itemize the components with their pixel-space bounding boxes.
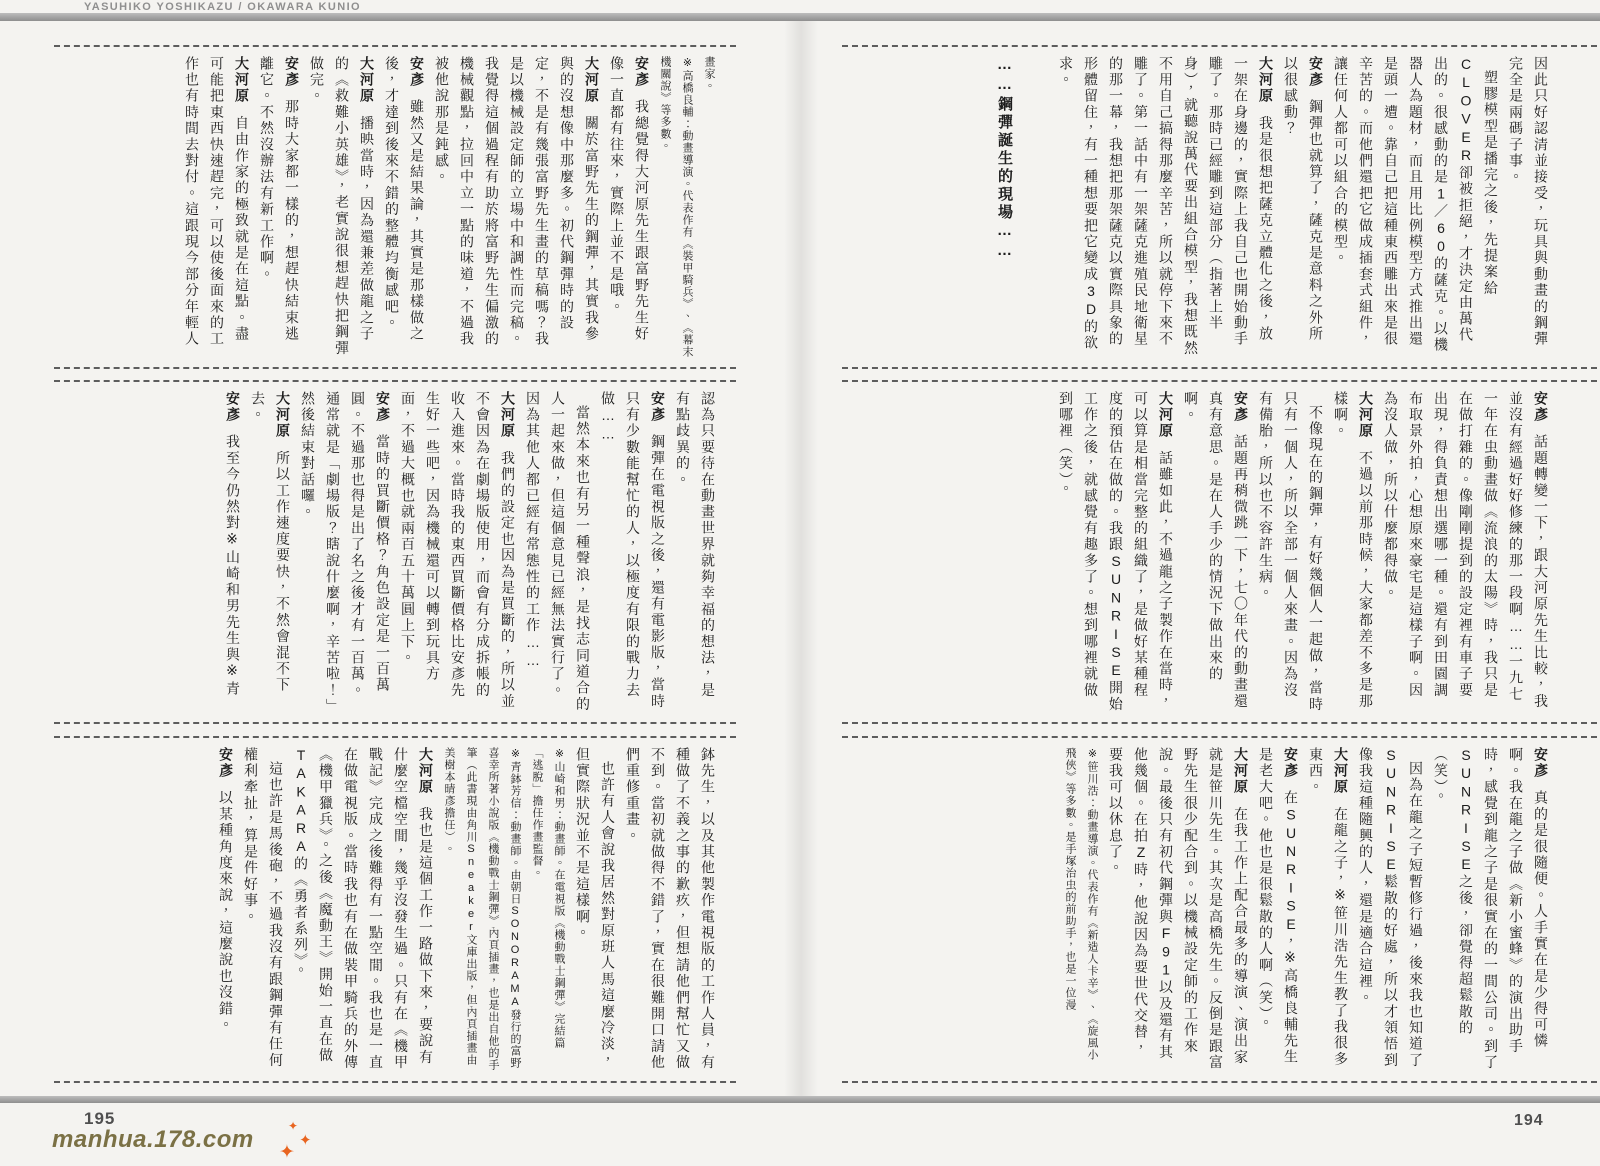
speaker-name: 安彥 — [218, 747, 234, 780]
dialogue-text: 這也許是馬後砲，不過我沒有跟鋼彈有任何權利牽扯，算是件好事。 — [243, 747, 284, 1069]
dialogue-paragraph — [288, 747, 438, 1072]
dialogue-text: 不像現在的鋼彈，有好幾個人一起做，當時只有一個人，所以全部一個人來畫。因為沒有備胎，所以也不容許生病。 — [1258, 391, 1324, 713]
star-icon: ✦ — [299, 1132, 312, 1149]
dialogue-paragraph — [304, 56, 379, 358]
dialogue-text: 我至今仍然對※山崎和男先生與※青 — [225, 434, 241, 698]
footnote: ※青鉢芳信：動畫師。由朝日SONORAMA發行的富野喜幸所著小說版《機動戰士鋼彈》內頁插畫，也是出自他的手筆（此書現由角川Sneaker文庫出版，但內頁插畫由美樹本晴彥擔任）。 — [443, 747, 521, 1071]
speaker-name: 安彥 — [1233, 391, 1249, 424]
dialogue-text: 鋼彈在電視版之後，還有電影版，當時只有少數能幫忙的人，以極度有限的戰力去做…… — [600, 391, 666, 710]
dialogue-paragraph — [395, 391, 520, 713]
footnote: ※笹川浩：動畫導演。代表作有《新造人卡辛》、《旋風小飛俠》等多數。是手塚治虫的前助手，也是一位漫 — [1064, 747, 1098, 1061]
dialogue-text: 因此只好認清並接受，玩具與動畫的鋼彈完全是兩碼子事。 — [1508, 56, 1549, 348]
speaker-name: 安彥 — [225, 391, 241, 424]
dialogue-text: 播映當時，因為還兼差做龍之子的《救難小英雄》，老實說很想趕快把鋼彈做完。 — [309, 56, 375, 357]
dialogue-paragraph — [670, 391, 720, 713]
speaker-name: 大河原 — [1333, 747, 1349, 796]
dialogue-paragraph — [620, 747, 720, 1072]
dialogue-text: 話題再稍微跳一下，七〇年代的動畫還真有意思。是在人手少的情況下做出來的啊。 — [1183, 391, 1249, 710]
top-rule-bar — [0, 13, 1600, 21]
dialogue-paragraph — [1428, 747, 1553, 1072]
right-page-band-bottom — [842, 736, 1597, 1083]
speaker-name: 安彥 — [634, 56, 650, 89]
dialogue-text: 關於富野先生的鋼彈，其實我參與的沒想像中那麼多。初代鋼彈時的設定，不是有幾張富野先生畫的草稿嗎？我是以機械設定師的立場中和調性而完稿。我覺得這個過程有助於將富野先生偏激的機械觀點，拉回中立一點的味道，不過我被他說那是鈍感。 — [434, 56, 600, 348]
dialogue-text: 自由作家的極致就是在這點。盡可能把東西快速趕完，可以使後面來的工作也有時間去對付。這跟現今部分年輕人 — [184, 56, 250, 348]
dialogue-paragraph — [1378, 391, 1553, 713]
speaker-name: 大河原 — [1358, 391, 1374, 440]
dialogue-paragraph — [1503, 56, 1553, 358]
speaker-name: 大河原 — [500, 391, 516, 440]
dialogue-paragraph — [1328, 391, 1378, 713]
dialogue-text: 我們的設定也因為是買斷的，所以並不會因為在劇場版使用，而會有分成拆帳的收入進來。當時我的東西買斷價格比安彥先生好一些吧，因為機械還可以轉到玩具方面，不過大概也就兩百五十萬圓上下。 — [400, 391, 516, 710]
dialogue-paragraph — [245, 391, 295, 713]
dialogue-paragraph — [429, 56, 604, 358]
right-page-band-middle — [842, 380, 1597, 724]
speaker-name: 安彥 — [1533, 747, 1549, 780]
dialogue-paragraph — [1053, 391, 1178, 713]
speaker-name: 安彥 — [1308, 56, 1324, 89]
dialogue-text: 當然本來也有另一種聲浪，是找志同道合的人一起來做，但這個意見已經無法實行了。因為其他人都已經有常態性的工作…… — [525, 391, 591, 713]
dialogue-paragraph — [179, 56, 254, 358]
dialogue-text: 真的是很隨便。人手實在是少得可憐啊。我在龍之子做《新小蜜蜂》的演出助手時，感覺到龍之子是很實在的一間公司。到了SUNRISE之後，卻覺得超鬆散的（笑）。 — [1433, 747, 1549, 1071]
dialogue-paragraph — [1253, 747, 1303, 1072]
dialogue-text: 鉢先生，以及其他製作電視版的工作人員，有種做了不義之事的歉疚，但想請他們幫忙又做不到。當初就做得不錯了，實在很難開口請他們重修重畫。 — [625, 747, 716, 1071]
dialogue-paragraph — [1353, 747, 1428, 1072]
header-title: YASUHIKO YOSHIKAZU / OKAWARA KUNIO — [84, 1, 361, 13]
watermark: manhua.178.com — [52, 1126, 254, 1153]
page-number-left: 195 — [84, 1109, 116, 1128]
dialogue-paragraph — [1303, 747, 1353, 1072]
dialogue-paragraph — [520, 391, 595, 713]
page-number-right: 194 — [1514, 1112, 1544, 1129]
speaker-name: 安彥 — [650, 391, 666, 424]
dialogue-text: 在我工作上配合最多的導演、演出家就是笹川先生。其次是高橋先生。反倒是跟富野先生很少配合到。以機械設定師的工作來說。最後只有初代鋼彈與F91以及還有其他幾個。在拍Z時，他說因為要世代交替，要我可以休息了。 — [1108, 747, 1249, 1071]
speaker-name: 大河原 — [1258, 56, 1274, 105]
dialogue-text: 雖然又是結果論，其實是那樣做之後，才達到後來不錯的整體均衡感吧。 — [384, 56, 425, 343]
bottom-rule-bar — [0, 1096, 1600, 1103]
left-page-band-bottom — [54, 736, 736, 1083]
dialogue-text: 認為只要待在動畫世界就夠幸福的想法，是有點歧異的。 — [675, 391, 716, 699]
dialogue-paragraph — [379, 56, 429, 358]
left-page-band-middle — [54, 380, 736, 724]
speaker-name: 大河原 — [584, 56, 600, 105]
speaker-name: 安彥 — [284, 56, 300, 89]
dialogue-text: 那時大家都一樣的，想趕快結束逃離它。不然沒辦法有新工作啊。 — [259, 56, 300, 343]
footnote: ※山崎和男：動畫師。在電視版《機動戰士鋼彈》完結篇「逃脫」擔任作畫監督。 — [531, 747, 565, 1049]
dialogue-text: 我總覺得大河原先生跟富野先生好像一直都有往來，實際上並不是哦。 — [609, 56, 650, 343]
speaker-name: 大河原 — [275, 391, 291, 440]
speaker-name: 大河原 — [359, 56, 375, 105]
right-page-band-top — [842, 45, 1597, 369]
page-gutter-shadow — [784, 21, 818, 1096]
dialogue-text: 我是很想把薩克立體化之後，放一架在身邊的，實際上我自己也開始動手雕了。那時已經雕到這部分（指著上半身），就聽說萬代要出組合模型，我想既然不用自己搞得那麼辛苦，所以就停下來不雕了。第一話中有一架薩克進殖民地衛星的那一幕，我想把那架薩克以實際具象的形體留住，有一種想要把它變成3D的欲求。 — [1058, 56, 1274, 357]
dialogue-paragraph — [570, 747, 620, 1072]
speaker-name: 安彥 — [375, 391, 391, 424]
dialogue-text: 在SUNRISE，※高橋良輔先生是老大吧。他也是很鬆散的人啊（笑）。 — [1258, 747, 1299, 1066]
speaker-name: 大河原 — [234, 56, 250, 105]
dialogue-text: 不過以前那時候，大家都差不多是那樣啊。 — [1333, 391, 1374, 710]
dialogue-text: 話雖如此，不過龍之子製作在當時，可以算是相當完整的組織了，是做好某種程度的預估在做的。我跟SUNRISE開始工作之後，就感覺有趣多了。想到哪裡就做到哪裡（笑）。 — [1058, 391, 1174, 713]
speaker-name: 安彥 — [1533, 391, 1549, 424]
dialogue-text: 塑膠模型是播完之後，先提案給CLOVER卻被拒絕，才決定由萬代出的。很感動的是1／60的薩克。以機器人為題材，而且用比例模型方式推出還是頭一遭。靠自己把這種東西雕出來是很辛苦的。而他們還把它做成插套式組件，讓任何人都可以組合的模型。 — [1333, 56, 1499, 354]
dialogue-paragraph — [1178, 391, 1253, 713]
star-icon: ✦ — [288, 1119, 299, 1133]
dialogue-text: 話題轉變一下，跟大河原先生比較，我並沒有經過好好修練的那一段啊……一九七一年在虫動畫做《流浪的太陽》時，我只是在做打雜的。像剛剛提到的設定裡有車子要出現，得負責想出選哪一種。還有到田園調布取景外拍，心想原來豪宅是這樣子啊。因為沒人做，所以什麼都得做。 — [1383, 391, 1549, 710]
dialogue-text: 因為在龍之子短暫修行過，後來我也知道了SUNRISE鬆散的好處，所以才領悟到像我這種隨興的人，還是適合這裡。 — [1358, 747, 1424, 1069]
dialogue-paragraph — [604, 56, 654, 358]
dialogue-paragraph — [254, 56, 304, 358]
speaker-name: 安彥 — [1283, 747, 1299, 780]
dialogue-paragraph — [1103, 747, 1253, 1072]
dialogue-paragraph — [595, 391, 670, 713]
dialogue-text: 我也是這個工作一路做下來，要說有什麼空檔空閒，幾乎沒發生過。只有在《機甲戰記》完成之後難得有一點空閒。我也是一直在做電視版。當時我也有在做裝甲騎兵的外傳《機甲獵兵》。之後《魔動王》開始一直在做TAKARA的《勇者系列》。 — [293, 747, 434, 1071]
dialogue-paragraph — [213, 747, 238, 1072]
dialogue-paragraph — [238, 747, 288, 1072]
speaker-name: 大河原 — [1233, 747, 1249, 796]
speaker-name: 大河原 — [418, 747, 434, 796]
dialogue-text: 以某種角度來說，這麼說也沒錯。 — [218, 790, 234, 1034]
dialogue-paragraph — [295, 391, 395, 713]
dialogue-paragraph — [1278, 56, 1328, 358]
dialogue-paragraph — [1328, 56, 1503, 358]
dialogue-text: 所以工作速度要快，不然會混不下去。 — [250, 391, 291, 694]
speaker-name: 安彥 — [409, 56, 425, 89]
dialogue-paragraph — [220, 391, 245, 713]
left-page-band-top — [54, 45, 736, 369]
footnote-continuation: 畫家。 — [703, 56, 715, 92]
dialogue-text: 在龍之子，※笹川浩先生教了我很多東西。 — [1308, 747, 1349, 1068]
dialogue-text: 也許有人會說我居然對原班人馬這麼冷淡，但實際狀況並不是這樣啊。 — [575, 747, 616, 1069]
dialogue-paragraph — [1053, 56, 1278, 358]
speaker-name: 大河原 — [1158, 391, 1174, 440]
dialogue-paragraph — [1253, 391, 1328, 713]
section-heading: ……鋼彈誕生的現場…… — [996, 56, 1013, 262]
dialogue-text: 鋼彈也就算了，薩克是意料之外所以很感動？ — [1283, 56, 1324, 343]
footnote: ※高橋良輔：動畫導演。代表作有《裝甲騎兵》、《幕末機關說》等多數。 — [659, 56, 693, 358]
dialogue-text: 當時的買斷價格？角色設定是一百萬圓。不過那也得是出了名之後才有一百萬。通常就是「劇場版？瞎說什麼啊，辛苦啦！」然後結束對話囉。 — [300, 391, 391, 708]
star-icon: ✦ — [279, 1142, 295, 1163]
